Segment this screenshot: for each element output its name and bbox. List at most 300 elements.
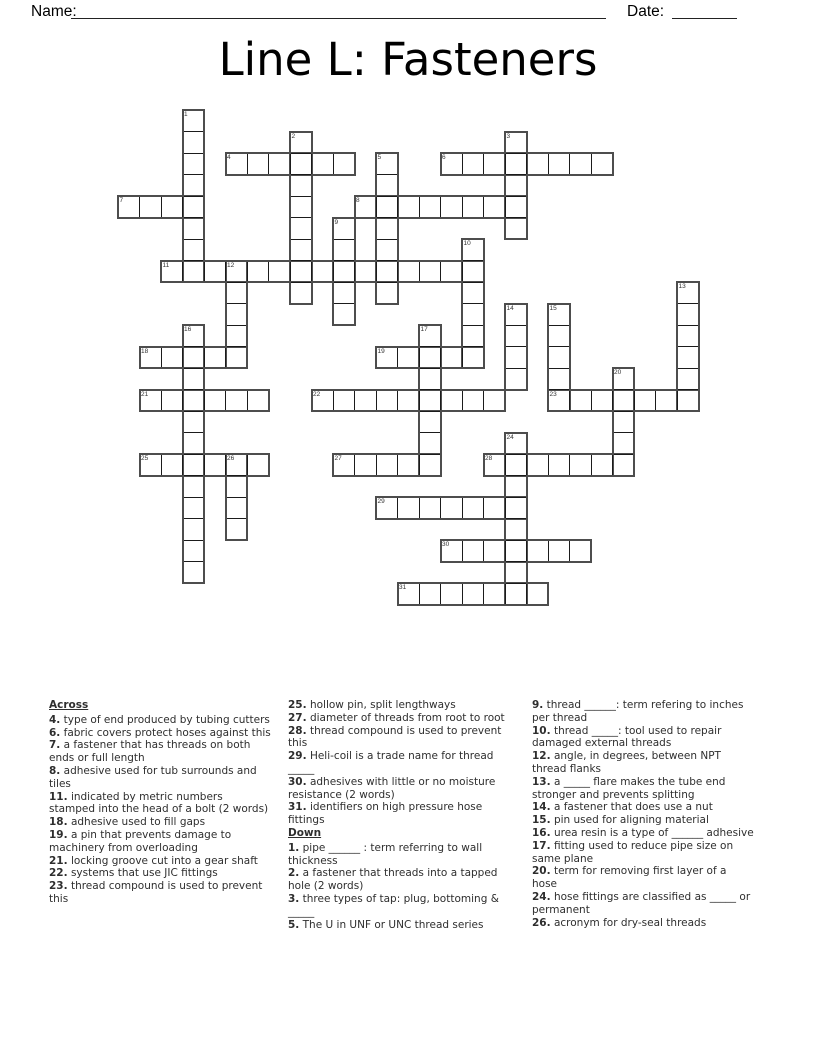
cell-separator <box>184 432 204 433</box>
cell-separator <box>483 498 484 518</box>
crossword-cell[interactable] <box>462 282 484 304</box>
crossword-cell[interactable] <box>290 153 312 175</box>
cell-separator <box>268 154 269 174</box>
crossword-cell[interactable] <box>484 540 506 562</box>
cell-separator <box>506 196 526 197</box>
cell-separator <box>506 368 526 369</box>
crossword-cell[interactable] <box>527 153 549 175</box>
crossword-cell[interactable] <box>398 196 420 218</box>
crossword-cell[interactable] <box>226 390 248 412</box>
cell-separator <box>397 391 398 411</box>
cell-number-2: 2 <box>291 132 296 140</box>
crossword-cell[interactable] <box>548 347 570 369</box>
crossword-cell[interactable] <box>677 368 699 390</box>
crossword-cell[interactable] <box>226 325 248 347</box>
crossword-cell[interactable] <box>376 390 398 412</box>
crossword-cell[interactable] <box>290 261 312 283</box>
clue-item-17 <box>532 840 754 866</box>
crossword-cell[interactable] <box>269 153 291 175</box>
crossword-cell[interactable] <box>183 239 205 261</box>
cell-separator <box>483 197 484 217</box>
crossword-cell[interactable] <box>656 390 678 412</box>
crossword-cell[interactable] <box>505 562 527 584</box>
crossword-cell[interactable] <box>183 153 205 175</box>
clue-text: a pin that prevents damage to machinery from overloading <box>49 828 232 854</box>
clue-item-31 <box>288 801 510 827</box>
crossword-cell[interactable] <box>462 497 484 519</box>
cell-number-4: 4 <box>227 154 231 161</box>
crossword-cell[interactable] <box>419 390 441 412</box>
crossword-cell[interactable] <box>376 218 398 240</box>
clue-text: hollow pin, split lengthways <box>306 699 456 711</box>
cell-number-5: 5 <box>377 154 382 161</box>
crossword-cell[interactable] <box>548 325 570 347</box>
cell-number-9: 9 <box>334 218 339 226</box>
crossword-cell[interactable] <box>505 368 527 390</box>
cell-separator <box>440 498 441 518</box>
clue-text: fabric covers protect hoses against this <box>60 726 271 739</box>
clue-item-25 <box>288 699 510 712</box>
crossword-cell[interactable] <box>591 153 613 175</box>
cell-separator <box>506 475 526 476</box>
crossword-cell[interactable] <box>527 454 549 476</box>
cell-separator <box>377 196 397 197</box>
clue-item-18 <box>49 816 271 829</box>
crossword-cell[interactable] <box>441 196 463 218</box>
crossword-cell[interactable] <box>462 583 484 605</box>
crossword-cell[interactable] <box>419 347 441 369</box>
crossword-cell[interactable] <box>204 261 226 283</box>
crossword-cell[interactable] <box>333 261 355 283</box>
crossword-cell[interactable] <box>462 325 484 347</box>
crossword-cell[interactable] <box>398 497 420 519</box>
crossword-cell[interactable] <box>161 347 183 369</box>
cell-separator <box>419 584 420 604</box>
crossword-cell[interactable] <box>591 390 613 412</box>
cell-separator <box>291 153 311 154</box>
crossword-cell[interactable] <box>484 153 506 175</box>
crossword-cell[interactable] <box>677 390 699 412</box>
crossword-cell[interactable] <box>333 153 355 175</box>
clue-text: systems that use JIC fittings <box>67 867 218 880</box>
crossword-cell[interactable] <box>183 519 205 541</box>
crossword-cell[interactable] <box>376 454 398 476</box>
clue-item-15 <box>532 814 754 827</box>
clue-item-20 <box>532 865 754 891</box>
crossword-cell[interactable] <box>505 476 527 498</box>
cell-separator <box>612 455 613 475</box>
crossword-cell[interactable] <box>613 411 635 433</box>
crossword-cell[interactable] <box>247 454 269 476</box>
crossword-cell[interactable] <box>204 454 226 476</box>
clue-item-30 <box>288 776 510 802</box>
cell-number-17: 17 <box>420 326 428 333</box>
cell-separator <box>614 432 634 433</box>
cell-separator <box>184 518 204 519</box>
cell-separator <box>184 174 204 175</box>
crossword-cell[interactable] <box>505 196 527 218</box>
crossword-cell[interactable] <box>226 476 248 498</box>
clue-text: thread compound is used to prevent this <box>288 724 502 750</box>
crossword-cell[interactable] <box>226 347 248 369</box>
cell-separator <box>268 262 269 282</box>
crossword-cell[interactable] <box>548 153 570 175</box>
crossword-cell[interactable] <box>527 583 549 605</box>
crossword-cell[interactable] <box>505 347 527 369</box>
crossword-cell[interactable] <box>677 347 699 369</box>
crossword-cell[interactable] <box>398 454 420 476</box>
crossword-cell[interactable] <box>376 175 398 197</box>
cell-separator <box>377 239 397 240</box>
cell-separator <box>247 262 248 282</box>
cell-separator <box>184 196 204 197</box>
cell-separator <box>376 197 377 217</box>
clue-number: 14. <box>532 801 551 814</box>
cell-separator <box>569 541 570 561</box>
cell-number-12: 12 <box>227 261 235 269</box>
crossword-cell[interactable] <box>505 583 527 605</box>
crossword-cell[interactable] <box>462 196 484 218</box>
cell-number-8: 8 <box>356 197 360 204</box>
crossword-cell[interactable] <box>634 390 656 412</box>
cell-separator <box>419 197 420 217</box>
cell-separator <box>227 303 247 304</box>
crossword-cell[interactable] <box>398 390 420 412</box>
crossword-cell[interactable] <box>462 304 484 326</box>
clue-item-11 <box>49 791 271 817</box>
crossword-cell[interactable] <box>183 368 205 390</box>
clue-text: Heli-coil is a trade name for thread _____ <box>288 750 494 775</box>
crossword-cell[interactable] <box>355 390 377 412</box>
crossword-cell[interactable] <box>376 239 398 261</box>
crossword-cell[interactable] <box>161 196 183 218</box>
crossword-cell[interactable] <box>613 433 635 455</box>
cell-separator <box>184 540 204 541</box>
crossword-cell[interactable] <box>183 454 205 476</box>
cell-separator <box>182 391 183 411</box>
crossword-cell[interactable] <box>226 519 248 541</box>
cell-separator <box>678 368 698 369</box>
cell-separator <box>227 518 247 519</box>
crossword-cell[interactable] <box>484 390 506 412</box>
cell-separator <box>182 348 183 368</box>
clue-text: a fastener that has threads on both ends or full length <box>49 739 251 765</box>
crossword-cell[interactable] <box>183 433 205 455</box>
clue-number: 25. <box>288 699 307 711</box>
crossword-cell[interactable] <box>419 454 441 476</box>
date-label: Date: <box>627 3 665 20</box>
crossword-cell[interactable] <box>161 454 183 476</box>
clue-item-22 <box>49 867 271 880</box>
crossword-cell[interactable] <box>613 390 635 412</box>
crossword-cell[interactable] <box>312 153 334 175</box>
cell-separator <box>440 391 441 411</box>
crossword-cell[interactable] <box>462 261 484 283</box>
clue-number: 17. <box>532 839 551 852</box>
crossword-cell[interactable] <box>398 261 420 283</box>
crossword-cell[interactable] <box>183 261 205 283</box>
cell-separator <box>161 391 162 411</box>
crossword-cell[interactable] <box>462 390 484 412</box>
crossword-cell[interactable] <box>247 261 269 283</box>
crossword-cell[interactable] <box>247 390 269 412</box>
crossword-cell[interactable] <box>419 497 441 519</box>
crossword-cell[interactable] <box>290 196 312 218</box>
cell-separator <box>291 239 311 240</box>
cell-number-22: 22 <box>313 390 321 398</box>
cell-number-13: 13 <box>678 283 686 290</box>
clue-item-16 <box>532 827 754 840</box>
crossword-cell[interactable] <box>161 390 183 412</box>
clue-number: 23. <box>49 880 68 893</box>
crossword-cell[interactable] <box>183 196 205 218</box>
crossword-cell[interactable] <box>419 411 441 433</box>
crossword-cell[interactable] <box>548 454 570 476</box>
cell-separator <box>291 196 311 197</box>
crossword-cell[interactable] <box>226 282 248 304</box>
cell-separator <box>483 391 484 411</box>
cell-separator <box>549 325 569 326</box>
clue-item-4 <box>49 714 271 727</box>
crossword-cell[interactable] <box>183 540 205 562</box>
cell-separator <box>184 561 204 562</box>
cell-separator <box>420 454 440 455</box>
cell-separator <box>419 391 420 411</box>
crossword-cell[interactable] <box>505 153 527 175</box>
crossword-cell[interactable] <box>247 153 269 175</box>
crossword-cell[interactable] <box>183 218 205 240</box>
crossword-cell[interactable] <box>484 583 506 605</box>
cell-separator <box>139 197 140 217</box>
cell-number-16: 16 <box>184 326 192 333</box>
crossword-cell[interactable] <box>570 540 592 562</box>
crossword-cell[interactable] <box>505 497 527 519</box>
cell-separator <box>377 217 397 218</box>
cell-separator <box>227 497 247 498</box>
clue-text: thread compound is used to prevent this <box>49 880 263 905</box>
crossword-cell[interactable] <box>290 282 312 304</box>
cell-separator <box>225 391 226 411</box>
crossword-cell[interactable] <box>548 540 570 562</box>
crossword-cell[interactable] <box>333 239 355 261</box>
cell-separator <box>397 498 398 518</box>
clue-number: 11. <box>49 790 68 803</box>
clue-number: 4. <box>49 713 61 726</box>
clue-text: thread _____: tool used to repair damaged external threads <box>532 724 722 750</box>
cell-separator <box>634 391 635 411</box>
cell-separator <box>184 131 204 132</box>
cell-separator <box>184 260 204 261</box>
clue-item-8 <box>49 765 271 791</box>
cell-separator <box>397 197 398 217</box>
cell-separator <box>506 153 526 154</box>
clue-text: The U in UNF or UNC thread series <box>299 918 484 931</box>
cell-separator <box>334 239 354 240</box>
cell-separator <box>247 154 248 174</box>
cell-separator <box>184 217 204 218</box>
crossword-cell[interactable] <box>419 433 441 455</box>
cell-separator <box>419 348 420 368</box>
cell-number-29: 29 <box>377 498 385 505</box>
cell-number-24: 24 <box>506 433 514 441</box>
crossword-cell[interactable] <box>376 196 398 218</box>
cell-number-18: 18 <box>141 347 149 355</box>
cell-separator <box>182 262 183 282</box>
crossword-cell[interactable] <box>591 454 613 476</box>
clue-item-14 <box>532 801 754 814</box>
cell-separator <box>184 368 204 369</box>
clue-number: 7. <box>49 739 61 752</box>
clue-text: adhesive used to fill gaps <box>67 816 206 829</box>
crossword-cell[interactable] <box>183 175 205 197</box>
crossword-cell[interactable] <box>419 583 441 605</box>
cell-separator <box>184 454 204 455</box>
crossword-cell[interactable] <box>183 476 205 498</box>
cell-separator <box>184 346 204 347</box>
cell-separator <box>225 348 226 368</box>
crossword-cell[interactable] <box>376 261 398 283</box>
clue-text: adhesives with little or no moisture resistance (2 words) <box>288 775 496 801</box>
crossword-cell[interactable] <box>333 282 355 304</box>
crossword-cell[interactable] <box>183 347 205 369</box>
crossword-cell[interactable] <box>462 540 484 562</box>
crossword-cell[interactable] <box>441 261 463 283</box>
crossword-cell[interactable] <box>505 540 527 562</box>
cell-separator <box>463 303 483 304</box>
cell-separator <box>377 282 397 283</box>
crossword-cell[interactable] <box>226 304 248 326</box>
crossword-cell[interactable] <box>613 454 635 476</box>
cell-separator <box>440 584 441 604</box>
cell-separator <box>614 454 634 455</box>
cell-separator <box>184 239 204 240</box>
cell-number-11: 11 <box>162 261 170 269</box>
crossword-cell[interactable] <box>183 390 205 412</box>
crossword-cell[interactable] <box>333 304 355 326</box>
clue-number: 21. <box>49 854 68 867</box>
cell-separator <box>184 497 204 498</box>
crossword-cell[interactable] <box>570 390 592 412</box>
crossword-cell[interactable] <box>441 390 463 412</box>
cell-separator <box>354 391 355 411</box>
clue-number: 30. <box>288 775 307 788</box>
cell-separator <box>526 455 527 475</box>
crossword-cell[interactable] <box>140 196 162 218</box>
cell-separator <box>376 455 377 475</box>
crossword-cell[interactable] <box>570 454 592 476</box>
cell-separator <box>204 455 205 475</box>
crossword-cell[interactable] <box>484 497 506 519</box>
crossword-cell[interactable] <box>183 562 205 584</box>
cell-separator <box>397 348 398 368</box>
crossword-cell[interactable] <box>290 175 312 197</box>
cell-separator <box>506 217 526 218</box>
crossword-cell[interactable] <box>505 519 527 541</box>
clue-text: angle, in degrees, between NPT thread flanks <box>532 750 721 775</box>
crossword-cell[interactable] <box>484 196 506 218</box>
cell-separator <box>483 541 484 561</box>
name-label: Name: <box>31 3 77 20</box>
clue-item-19 <box>49 829 271 855</box>
clue-number: 20. <box>532 865 551 878</box>
crossword-cell[interactable] <box>333 390 355 412</box>
cell-separator <box>225 262 226 282</box>
crossword-cell[interactable] <box>312 261 334 283</box>
cell-number-7: 7 <box>119 197 124 204</box>
crossword-cell[interactable] <box>419 368 441 390</box>
cell-separator <box>505 455 506 475</box>
cell-separator <box>227 282 247 283</box>
crossword-cell[interactable] <box>570 153 592 175</box>
crossword-cell[interactable] <box>419 196 441 218</box>
crossword-cell[interactable] <box>677 304 699 326</box>
cell-separator <box>184 475 204 476</box>
crossword-cell[interactable] <box>204 390 226 412</box>
crossword-cell[interactable] <box>441 347 463 369</box>
crossword-cell[interactable] <box>462 347 484 369</box>
cell-separator <box>526 541 527 561</box>
cell-separator <box>463 346 483 347</box>
clue-number: 13. <box>532 775 551 788</box>
cell-separator <box>311 154 312 174</box>
crossword-cell[interactable] <box>269 261 291 283</box>
crossword-cell[interactable] <box>505 325 527 347</box>
crossword-cell[interactable] <box>290 218 312 240</box>
clue-number: 15. <box>532 814 551 827</box>
clue-text: indicated by metric numbers stamped into the head of a bolt (2 words) <box>49 790 269 816</box>
crossword-cell[interactable] <box>441 583 463 605</box>
crossword-cell[interactable] <box>183 411 205 433</box>
cell-separator <box>440 197 441 217</box>
cell-number-25: 25 <box>141 455 149 462</box>
crossword-cell[interactable] <box>226 497 248 519</box>
clue-number: 3. <box>288 892 300 905</box>
crossword-cell[interactable] <box>677 325 699 347</box>
cell-separator <box>526 584 527 604</box>
cell-separator <box>612 391 613 411</box>
crossword-cell[interactable] <box>355 454 377 476</box>
crossword-cell[interactable] <box>462 153 484 175</box>
cell-separator <box>462 348 463 368</box>
crossword-cell[interactable] <box>548 368 570 390</box>
cell-number-31: 31 <box>399 584 407 591</box>
cell-separator <box>506 518 526 519</box>
crossword-cell[interactable] <box>419 261 441 283</box>
page-title: Line L: Fasteners <box>218 33 598 86</box>
cell-separator <box>549 368 569 369</box>
cell-separator <box>377 174 397 175</box>
crossword-cell[interactable] <box>505 454 527 476</box>
across-header: Across <box>49 699 89 711</box>
clue-column-2 <box>288 699 510 931</box>
crossword-cell[interactable] <box>505 175 527 197</box>
crossword-cell[interactable] <box>355 261 377 283</box>
crossword-cell[interactable] <box>183 497 205 519</box>
crossword-cell[interactable] <box>441 497 463 519</box>
crossword-cell[interactable] <box>505 218 527 240</box>
crossword-cell[interactable] <box>290 239 312 261</box>
cell-number-28: 28 <box>485 455 493 462</box>
crossword-cell[interactable] <box>183 132 205 154</box>
crossword-cell[interactable] <box>398 347 420 369</box>
cell-separator <box>420 368 440 369</box>
clue-text: three types of tap: plug, bottoming & _____ <box>288 892 499 918</box>
crossword-cell[interactable] <box>204 347 226 369</box>
crossword-cell[interactable] <box>376 282 398 304</box>
cell-number-1: 1 <box>184 111 188 118</box>
crossword-cell[interactable] <box>527 540 549 562</box>
clue-number: 16. <box>532 826 551 839</box>
